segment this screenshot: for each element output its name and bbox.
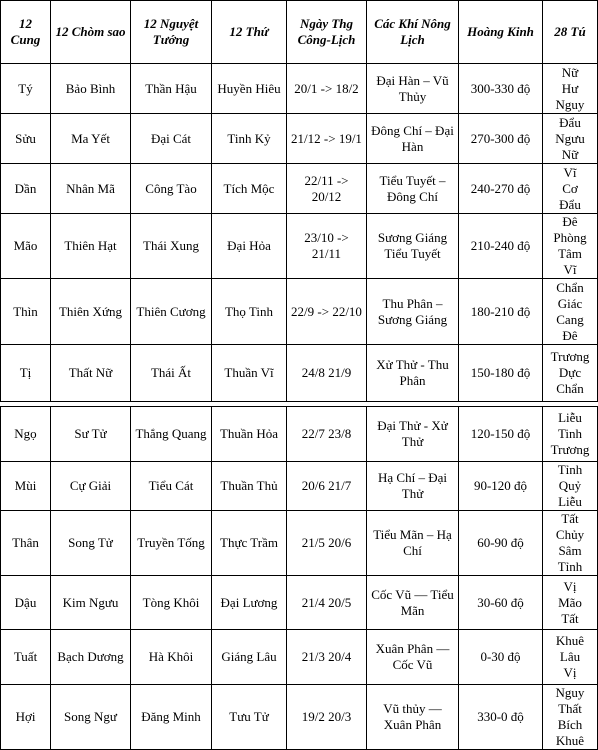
cell-nguyet-tuong: Thái Ất — [131, 345, 212, 402]
cell-chom-sao: Kim Ngưu — [51, 576, 131, 630]
cell-ngay: 20/1 -> 18/2 — [287, 64, 367, 114]
header-thu: 12 Thứ — [212, 1, 287, 64]
cell-khi: Thu Phân – Sương Giáng — [367, 279, 459, 345]
table-row — [1, 64, 598, 114]
tu-name: Sâm — [558, 543, 582, 558]
header-cung: 12 Cung — [1, 1, 51, 64]
tu-name: Thất — [558, 701, 582, 716]
cell-ngay: 24/8 21/9 — [287, 345, 367, 402]
cell-hoang-kinh: 30-60 độ — [459, 576, 543, 630]
cell-ngay: 21/3 20/4 — [287, 630, 367, 685]
header-hoang-kinh: Hoàng Kinh — [459, 1, 543, 64]
tu-name: Chẩn — [556, 381, 584, 396]
cell-khi: Đông Chí – Đại Hàn — [367, 114, 459, 164]
tu-name: Chủy — [555, 527, 585, 542]
tu-name: Khuê — [555, 633, 585, 648]
table-body — [1, 64, 598, 750]
table-row — [1, 685, 598, 750]
cell-nguyet-tuong: Thần Hậu — [131, 64, 212, 114]
cell-khi: Tiểu Tuyết – Đông Chí — [367, 164, 459, 214]
cell-28-tu — [543, 279, 598, 345]
cell-28-tu — [543, 114, 598, 164]
cell-cung: Thân — [1, 511, 51, 576]
cell-hoang-kinh: 330-0 độ — [459, 685, 543, 750]
cell-nguyet-tuong: Thắng Quang — [131, 407, 212, 462]
tu-name: Liễu — [558, 494, 582, 509]
cell-ngay: 23/10 -> 21/11 — [287, 214, 367, 279]
cell-khi: Xử Thử - Thu Phân — [367, 345, 459, 402]
cell-thu: Đại Hỏa — [212, 214, 287, 279]
cell-nguyet-tuong: Tiểu Cát — [131, 462, 212, 511]
cell-chom-sao: Song Tử — [51, 511, 131, 576]
tu-name: Vị — [563, 665, 577, 680]
table-row — [1, 576, 598, 630]
cell-chom-sao: Bạch Dương — [51, 630, 131, 685]
cell-ngay: 19/2 20/3 — [287, 685, 367, 750]
cell-nguyet-tuong: Thái Xung — [131, 214, 212, 279]
cell-thu: Giáng Lâu — [212, 630, 287, 685]
cell-chom-sao: Thiên Hạt — [51, 214, 131, 279]
tu-name: Giác — [557, 295, 583, 311]
cell-cung: Tý — [1, 64, 51, 114]
cell-cung: Sửu — [1, 114, 51, 164]
tu-name: Tinh — [557, 426, 583, 441]
cell-thu: Đại Lương — [212, 576, 287, 630]
tu-name: Hư — [561, 80, 579, 96]
cell-ngay: 22/9 -> 22/10 — [287, 279, 367, 345]
cell-28-tu — [543, 345, 598, 402]
tu-name: Mão — [558, 594, 582, 610]
table-row — [1, 345, 598, 402]
tu-name: Quỷ — [558, 478, 582, 493]
cell-cung: Tị — [1, 345, 51, 402]
cell-khi: Vũ thủy — Xuân Phân — [367, 685, 459, 750]
cell-cung: Thìn — [1, 279, 51, 345]
tu-name: Trương — [550, 349, 590, 364]
cell-thu: Huyền Hiêu — [212, 64, 287, 114]
tu-name: Cơ — [562, 180, 578, 196]
tu-name: Phòng — [553, 230, 587, 245]
cell-khi: Xuân Phân — Cốc Vũ — [367, 630, 459, 685]
header-nguyet-tuong: 12 Nguyệt Tướng — [131, 1, 212, 64]
tu-name: Tỉnh — [557, 462, 583, 477]
cell-hoang-kinh: 180-210 độ — [459, 279, 543, 345]
cell-hoang-kinh: 270-300 độ — [459, 114, 543, 164]
tu-name: Nguy — [555, 96, 585, 112]
cell-nguyet-tuong: Truyền Tống — [131, 511, 212, 576]
cell-hoang-kinh: 120-150 độ — [459, 407, 543, 462]
cell-khi: Cốc Vũ — Tiểu Mãn — [367, 576, 459, 630]
cell-28-tu — [543, 64, 598, 114]
cell-thu: Thọ Tinh — [212, 279, 287, 345]
cell-nguyet-tuong: Công Tào — [131, 164, 212, 214]
cell-28-tu — [543, 407, 598, 462]
cell-cung: Tuất — [1, 630, 51, 685]
cell-28-tu — [543, 630, 598, 685]
table-row — [1, 214, 598, 279]
cell-ngay: 22/7 23/8 — [287, 407, 367, 462]
tu-name: Vị — [563, 578, 577, 594]
cell-chom-sao: Bảo Bình — [51, 64, 131, 114]
cell-hoang-kinh: 90-120 độ — [459, 462, 543, 511]
tu-name: Trương — [550, 442, 590, 457]
cell-hoang-kinh: 210-240 độ — [459, 214, 543, 279]
header-row — [1, 1, 598, 64]
cell-28-tu — [543, 462, 598, 511]
cell-cung: Dần — [1, 164, 51, 214]
tu-name: Bích — [557, 717, 583, 732]
cell-nguyet-tuong: Hà Khôi — [131, 630, 212, 685]
cell-chom-sao: Thất Nữ — [51, 345, 131, 402]
cell-thu: Thuần Thủ — [212, 462, 287, 511]
cell-cung: Ngọ — [1, 407, 51, 462]
header-khi: Các Khí Nông Lịch — [367, 1, 459, 64]
tu-name: Lâu — [559, 649, 581, 664]
table-row — [1, 279, 598, 345]
tu-name: Chẩn — [556, 279, 584, 295]
tu-name: Tâm — [558, 246, 582, 261]
header-28-tu: 28 Tú — [543, 1, 598, 64]
cell-hoang-kinh: 300-330 độ — [459, 64, 543, 114]
cell-thu: Thuần Vĩ — [212, 345, 287, 402]
tu-name: Đẩu — [559, 114, 581, 130]
cell-cung: Mùi — [1, 462, 51, 511]
header-chom-sao: 12 Chòm sao — [51, 1, 131, 64]
tu-name: Tất — [561, 511, 579, 526]
cell-khi: Đại Thử - Xử Thử — [367, 407, 459, 462]
tu-name: Vĩ — [563, 262, 577, 277]
cell-thu: Thực Trầm — [212, 511, 287, 576]
tu-name: Vĩ — [563, 164, 577, 180]
table-row — [1, 114, 598, 164]
cell-cung: Hợi — [1, 685, 51, 750]
cell-hoang-kinh: 0-30 độ — [459, 630, 543, 685]
cell-thu: Thuần Hỏa — [212, 407, 287, 462]
cell-ngay: 21/4 20/5 — [287, 576, 367, 630]
cell-cung: Mão — [1, 214, 51, 279]
cell-hoang-kinh: 240-270 độ — [459, 164, 543, 214]
cell-nguyet-tuong: Tòng Khôi — [131, 576, 212, 630]
tu-name: Dực — [558, 365, 582, 380]
tu-name: Liễu — [558, 410, 582, 425]
cell-thu: Tích Mộc — [212, 164, 287, 214]
cell-ngay: 20/6 21/7 — [287, 462, 367, 511]
tu-name: Đê — [562, 214, 578, 229]
cell-khi: Đại Hàn – Vũ Thủy — [367, 64, 459, 114]
cell-nguyet-tuong: Đăng Minh — [131, 685, 212, 750]
cell-nguyet-tuong: Đại Cát — [131, 114, 212, 164]
tu-name: Khuê — [555, 733, 585, 748]
table-row — [1, 511, 598, 576]
tu-name: Tất — [561, 610, 579, 626]
cell-nguyet-tuong: Thiên Cương — [131, 279, 212, 345]
cell-khi: Tiểu Mãn – Hạ Chí — [367, 511, 459, 576]
cell-cung: Dậu — [1, 576, 51, 630]
cell-chom-sao: Sư Tử — [51, 407, 131, 462]
cell-28-tu — [543, 214, 598, 279]
cell-chom-sao: Song Ngư — [51, 685, 131, 750]
tu-name: Tỉnh — [557, 559, 583, 574]
cell-chom-sao: Nhân Mã — [51, 164, 131, 214]
cell-ngay: 22/11 -> 20/12 — [287, 164, 367, 214]
tu-name: Cang — [556, 311, 584, 327]
cell-28-tu — [543, 511, 598, 576]
header-ngay: Ngày Thg Công-Lịch — [287, 1, 367, 64]
cell-chom-sao: Ma Yết — [51, 114, 131, 164]
cell-thu: Tinh Kỷ — [212, 114, 287, 164]
tu-name: Ngưu — [555, 130, 585, 146]
cell-khi: Sương Giáng Tiểu Tuyết — [367, 214, 459, 279]
table-row — [1, 164, 598, 214]
cell-hoang-kinh: 60-90 độ — [459, 511, 543, 576]
cell-chom-sao: Cự Giải — [51, 462, 131, 511]
cell-khi: Hạ Chí – Đại Thử — [367, 462, 459, 511]
cell-thu: Tưu Tử — [212, 685, 287, 750]
cell-ngay: 21/5 20/6 — [287, 511, 367, 576]
cell-28-tu — [543, 164, 598, 214]
tu-name: Nguy — [555, 685, 585, 700]
cell-28-tu — [543, 576, 598, 630]
cell-28-tu — [543, 685, 598, 750]
tu-name: Nữ — [561, 146, 579, 162]
tu-name: Nữ — [561, 64, 579, 80]
table-row — [1, 407, 598, 462]
table-row — [1, 462, 598, 511]
cell-ngay: 21/12 -> 19/1 — [287, 114, 367, 164]
tu-name: Đê — [562, 327, 578, 343]
cell-chom-sao: Thiên Xứng — [51, 279, 131, 345]
cell-hoang-kinh: 150-180 độ — [459, 345, 543, 402]
tu-name: Đẩu — [559, 196, 581, 212]
table-row — [1, 630, 598, 685]
